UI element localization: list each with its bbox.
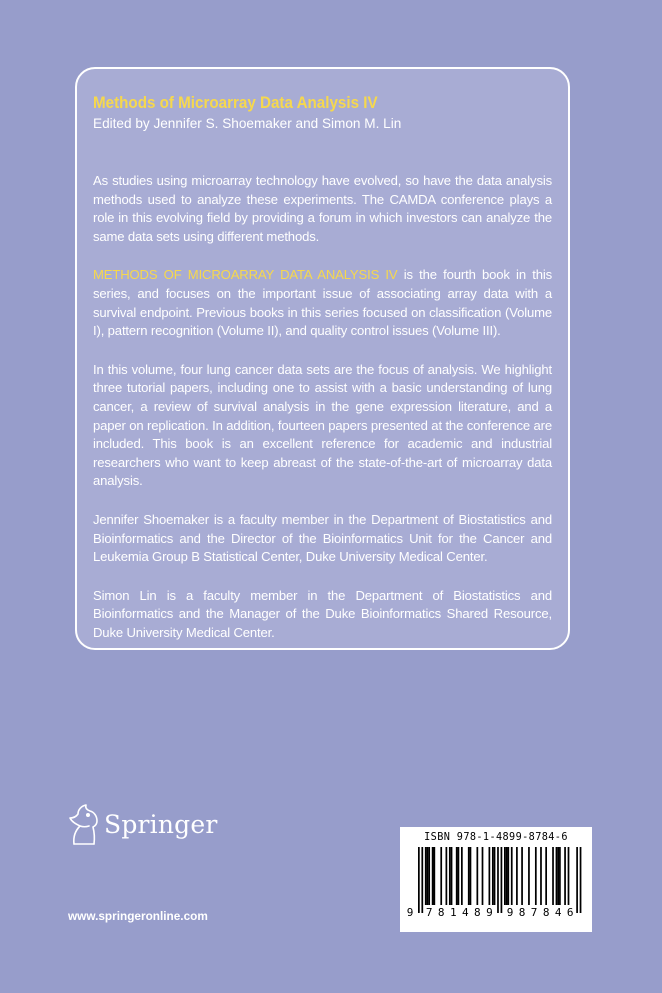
barcode-bar [540, 847, 542, 905]
barcode-bar [461, 847, 463, 905]
barcode-digit: 8 [518, 906, 526, 919]
book-editors: Edited by Jennifer S. Shoemaker and Simon M. Lin [93, 116, 402, 131]
publisher-name: Springer [104, 810, 218, 839]
isbn-label: ISBN 978-1-4899-8784-6 [424, 832, 568, 843]
barcode-bar [556, 847, 558, 905]
barcode-digit: 9 [506, 906, 514, 919]
barcode-bar [476, 847, 478, 905]
barcode-digit: 9 [406, 906, 414, 919]
springer-horse-icon [64, 800, 104, 852]
book-title: Methods of Microarray Data Analysis IV [93, 94, 378, 112]
barcode-bar [552, 847, 554, 905]
paragraph-series-text: is the fourth book in this series, and focuses on the important issue of associating array data with a survival endpoint. Previous books in this series focused on classification (Volume I), pattern recognition (Volume II), and quality control issues (Volume III). [93, 267, 552, 339]
barcode-bar [497, 847, 499, 913]
barcode-bar [516, 847, 518, 905]
barcode-bar [528, 847, 530, 905]
barcode-bar [418, 847, 420, 913]
barcode-bar [482, 847, 484, 905]
barcode-bar [433, 847, 435, 905]
barcode-digit: 1 [449, 906, 457, 919]
publisher-url: www.springeronline.com [68, 909, 208, 923]
barcode-digit: 8 [474, 906, 481, 919]
paragraph-intro: As studies using microarray technology have evolved, so have the data analysis methods used to analyze these experiments. The CAMDA conference plays a role in this evolving field by providing a forum in which investors can analyze the same data sets using different methods. [93, 173, 552, 244]
barcode-box [400, 827, 592, 932]
barcode-bar [576, 847, 578, 913]
barcode-bar [559, 847, 561, 905]
barcode-bar [456, 847, 458, 905]
barcode-bar [580, 847, 582, 913]
barcode-digit: 7 [425, 906, 433, 919]
series-title-highlight: METHODS OF MICROARRAY DATA ANALYSIS IV [93, 267, 398, 283]
barcode-bar [449, 847, 451, 905]
barcode-bar [427, 847, 429, 905]
barcode-digit: 8 [542, 906, 550, 919]
description-text [93, 172, 552, 642]
paragraph-volume: In this volume, four lung cancer data sets are the focus of analysis. We highlight three tutorial papers, including one to assist with a basic understanding of lung cancer, a review of survival analysis in the gene expression literature, and a paper on replication. In addition, fourteen papers presented at the conference are included. This book is an excellent reference for academic and industrial researchers who want to keep abreast of the state-of-the-art of microarray data analysis. [93, 361, 552, 489]
barcode-digit: 9 [486, 906, 493, 919]
barcode-bar [545, 847, 547, 905]
description-panel [75, 67, 570, 650]
paragraph-shoemaker-bio: Jennifer Shoemaker is a faculty member in the Department of Biostatistics and Bioinformatics and the Director of the Bioinformatics Unit for the Cancer and Leukemia Group B Statistical Center, Duke University Medical Center. [93, 511, 552, 565]
barcode-bar [421, 847, 423, 913]
paragraph-lin-bio: Simon Lin is a faculty member in the Department of Biostatistics and Bioinformatics and the Manager of the Duke Bioinformatics Shared Resource, Duke University Medical Center. [93, 587, 552, 640]
barcode-digit: 6 [566, 906, 574, 919]
barcode-bar [535, 847, 537, 905]
barcode-bar [451, 847, 453, 905]
barcode-digit: 4 [461, 906, 469, 919]
barcode-bar [521, 847, 523, 905]
barcode-bar [432, 847, 434, 905]
barcode-bar [506, 847, 508, 905]
barcode-digit: 7 [530, 906, 538, 919]
barcode-digit: 8 [437, 906, 445, 919]
barcode-bar [568, 847, 570, 905]
barcode-digit: 4 [554, 906, 562, 919]
barcode-bar [504, 847, 506, 905]
barcode-bar [492, 847, 494, 905]
barcode-bar [440, 847, 442, 905]
barcode-bar [470, 847, 472, 905]
barcode-bar [446, 847, 448, 905]
paragraph-series [93, 266, 552, 340]
springer-logo [64, 800, 234, 860]
barcode-bar [507, 847, 509, 905]
barcode-bar [557, 847, 559, 905]
isbn-barcode [400, 827, 592, 932]
barcode-bar [425, 847, 427, 905]
barcode-bar [458, 847, 460, 905]
barcode-bar [428, 847, 430, 905]
barcode-bar [489, 847, 491, 905]
barcode-bar [564, 847, 566, 905]
barcode-bar [494, 847, 496, 905]
barcode-bar [511, 847, 513, 905]
barcode-bar [501, 847, 503, 913]
barcode-bar [468, 847, 470, 905]
